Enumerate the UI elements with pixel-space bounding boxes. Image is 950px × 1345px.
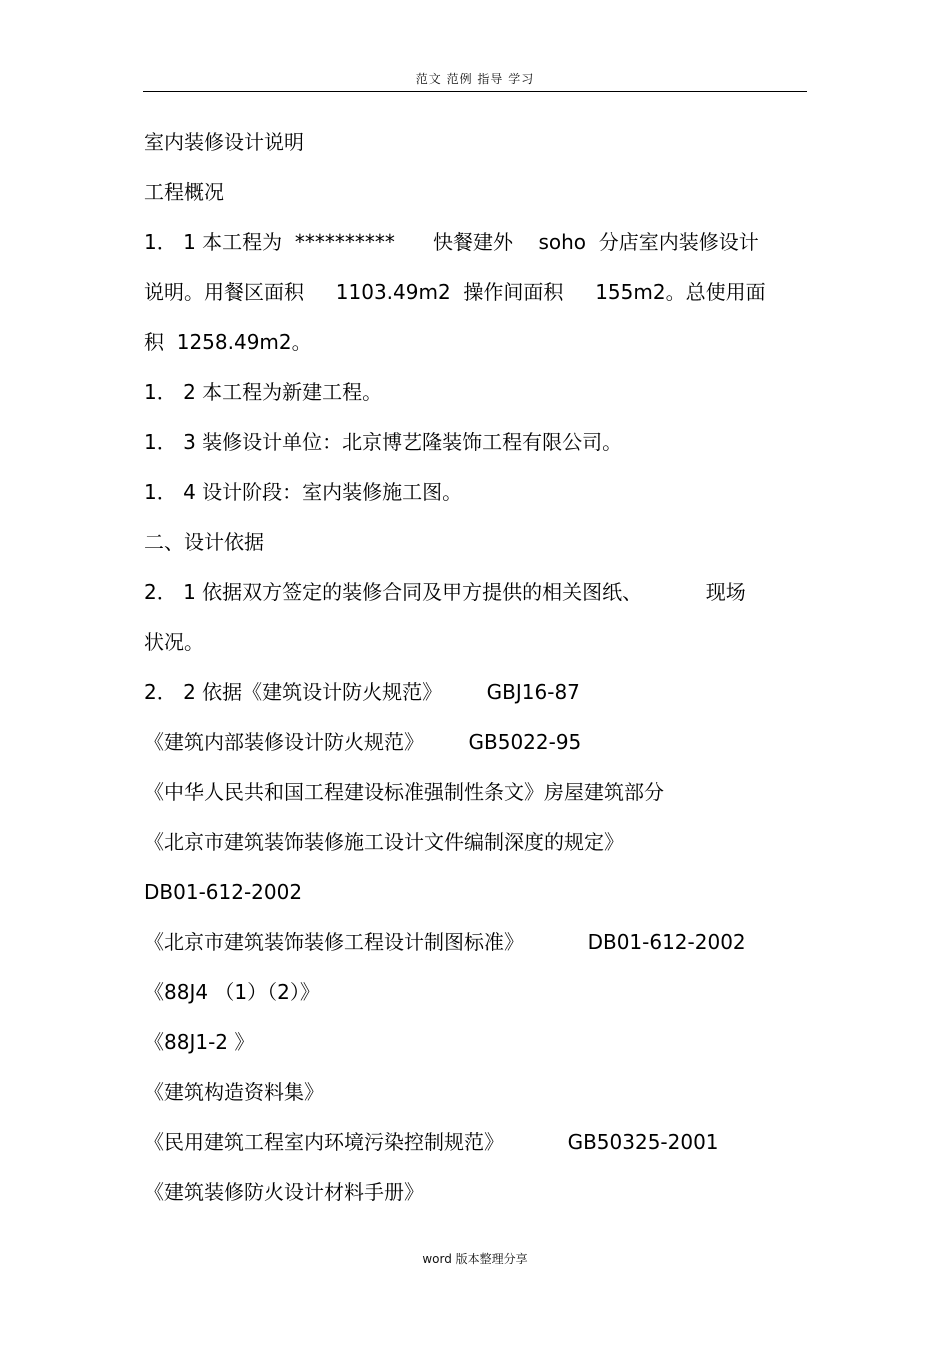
document-body	[144, 117, 808, 1217]
reference-line: 《北京市建筑装饰装修施工设计文件编制深度的规定》	[144, 830, 624, 854]
reference-line: 《建筑装修防火设计材料手册》	[144, 1180, 424, 1204]
reference-line: 《88J1-2 》	[144, 1030, 255, 1054]
page-header: 范文 范例 指导 学习	[415, 72, 535, 86]
reference-line: 《中华人民共和国工程建设标准强制性条文》房屋建筑部分	[144, 780, 664, 804]
paragraph-line: 1． 4 设计阶段：室内装修施工图。	[144, 480, 463, 504]
paragraph-line: 2． 1 依据双方签定的装修合同及甲方提供的相关图纸、 现场	[144, 580, 746, 604]
paragraph-line: 积 1258.49m2。	[144, 330, 312, 354]
doc-title: 室内装修设计说明	[144, 130, 304, 154]
reference-line: 《北京市建筑装饰装修工程设计制图标准》 DB01-612-2002	[144, 930, 746, 954]
reference-line: 《建筑内部装修设计防火规范》 GB5022-95	[144, 730, 582, 754]
section-heading-basis: 二、设计依据	[144, 530, 264, 554]
page-footer: word 版本整理分享	[422, 1252, 528, 1266]
reference-line: 2． 2 依据《建筑设计防火规范》 GBJ16-87	[144, 680, 580, 704]
reference-line: DB01-612-2002	[144, 880, 303, 904]
reference-line: 《88J4 （1）（2）》	[144, 980, 320, 1004]
paragraph-line: 1． 1 本工程为 ********** 快餐建外 soho 分店室内装修设计	[144, 230, 759, 254]
paragraph-line: 状况。	[144, 630, 204, 654]
header-divider	[143, 91, 807, 92]
paragraph-line: 说明。用餐区面积 1103.49m2 操作间面积 155m2。总使用面	[144, 280, 766, 304]
paragraph-line: 1． 2 本工程为新建工程。	[144, 380, 383, 404]
reference-line: 《建筑构造资料集》	[144, 1080, 324, 1104]
reference-line: 《民用建筑工程室内环境污染控制规范》 GB50325-2001	[144, 1130, 719, 1154]
section-heading-overview: 工程概况	[144, 180, 224, 204]
paragraph-line: 1． 3 装修设计单位：北京博艺隆装饰工程有限公司。	[144, 430, 623, 454]
